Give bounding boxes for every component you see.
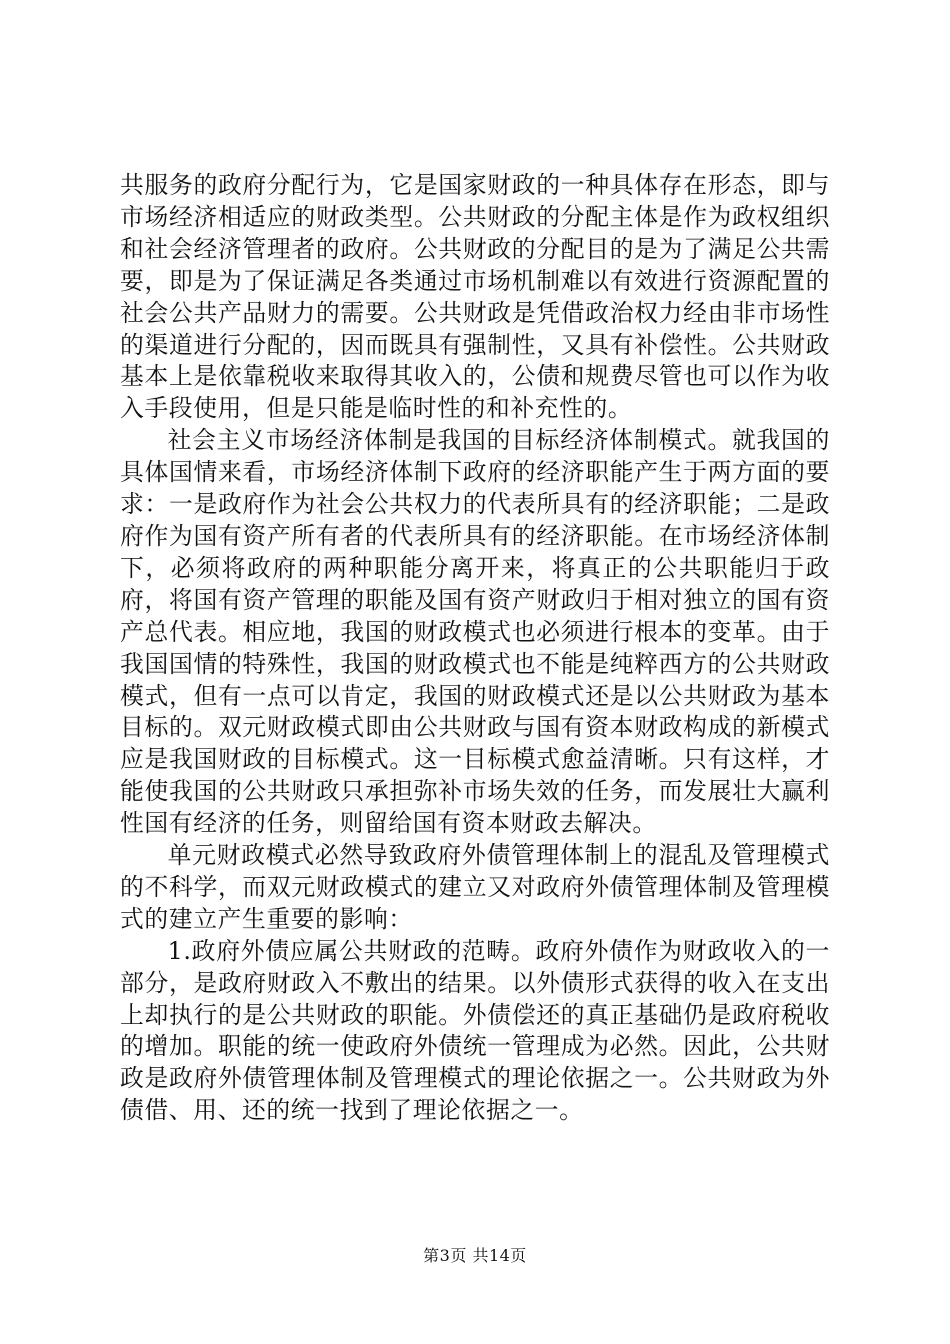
paragraph-4: 1.政府外债应属公共财政的范畴。政府外债作为财政收入的一部分，是政府财政入不敷出的结果。以外债形式获得的收入在支出上却执行的是公共财政的职能。外债偿还的真正基础仍是政府税收的增加。职能的统一使政府外债统一管理成为必然。因此，公共财政是政府外债管理体制及管理模式的理论依据之一。公共财政为外债借、用、还的统一找到了理论依据之一。 xyxy=(120,936,830,1125)
page-number-footer: 第3页 共14页 xyxy=(423,1246,527,1265)
paragraph-2: 社会主义市场经济体制是我国的目标经济体制模式。就我国的具体国情来看，市场经济体制下政府的经济职能产生于两方面的要求：一是政府作为社会公共权力的代表所具有的经济职能；二是政府作为国有资产所有者的代表所具有的经济职能。在市场经济体制下，必须将政府的两种职能分离开来，将真正的公共职能归于政府，将国有资产管理的职能及国有资产财政归于相对独立的国有资产总代表。相应地，我国的财政模式也必须进行根本的变革。由于我国国情的特殊性，我国的财政模式也不能是纯粹西方的公共财政模式，但有一点可以肯定，我国的财政模式还是以公共财政为基本目标的。双元财政模式即由公共财政与国有资本财政构成的新模式应是我国财政的目标模式。这一目标模式愈益清晰。只有这样，才能使我国的公共财政只承担弥补市场失效的任务，而发展壮大赢利性国有经济的任务，则留给国有资本财政去解决。 xyxy=(120,426,830,838)
paragraph-3: 单元财政模式必然导致政府外债管理体制上的混乱及管理模式的不科学，而双元财政模式的建立又对政府外债管理体制及管理模式的建立产生重要的影响： xyxy=(120,841,830,933)
paragraph-1: 共服务的政府分配行为，它是国家财政的一种具体存在形态，即与市场经济相适应的财政类型。公共财政的分配主体是作为政权组织和社会经济管理者的政府。公共财政的分配目的是为了满足公共需要，即是为了保证满足各类通过市场机制难以有效进行资源配置的社会公共产品财力的需要。公共财政是凭借政治权力经由非市场性的渠道进行分配的，因而既具有强制性，又具有补偿性。公共财政基本上是依靠税收来取得其收入的，公债和规费尽管也可以作为收入手段使用，但是只能是临时性的和补充性的。 xyxy=(120,171,830,423)
document-body xyxy=(120,170,830,1127)
